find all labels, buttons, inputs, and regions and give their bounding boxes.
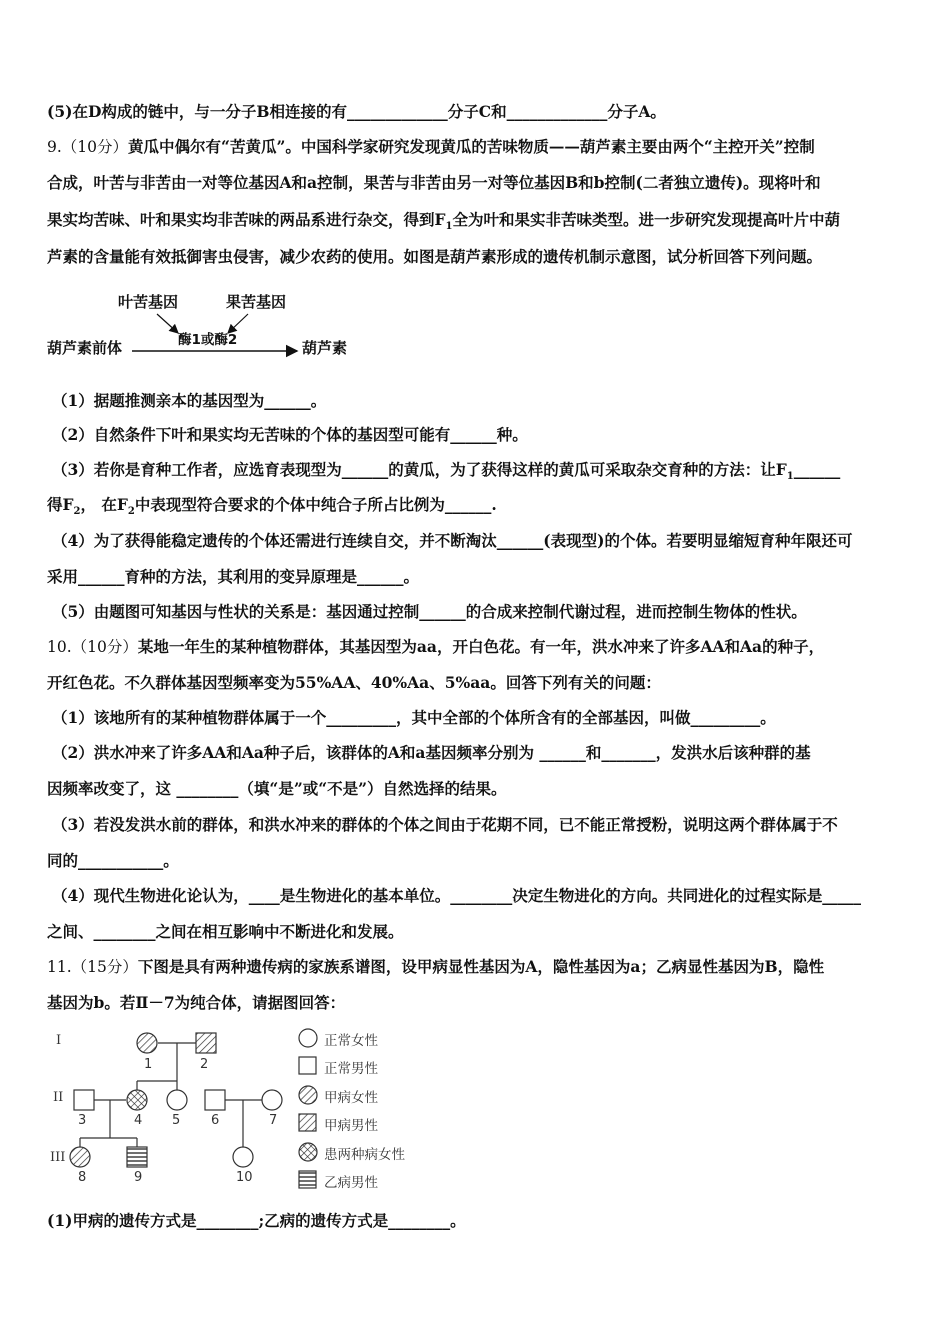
q9-line1: 9.（10分）黄瓜中偶尔有“苦黄瓜”。中国科学家研究发现黄瓜的苦味物质——葫芦素主要由两个“主控开关”控制 — [47, 137, 815, 156]
q10-sub2-line2: 因频率改变了，这 ________（填“是”或“不是”）自然选择的结果。 — [47, 779, 507, 798]
individual-9-label: 9 — [134, 1170, 143, 1185]
individual-3-label: 3 — [78, 1113, 87, 1128]
individual-8-label: 8 — [78, 1170, 87, 1185]
individual-7-label: 7 — [269, 1113, 278, 1128]
product-label: 葫芦素 — [302, 339, 348, 357]
individual-3-normal-male — [74, 1090, 94, 1110]
q9-sub3-line2: 得$F_2$， 在$F_2$中表现型符合要求的个体中纯合子所占比例为______. — [47, 495, 497, 518]
q11-score: （15分） — [71, 958, 138, 976]
legend-normal-female-icon — [299, 1029, 317, 1047]
q10-sub1: （1）该地所有的某种植物群体属于一个_________，其中全部的个体所含有的全部基因，叫做_________。 — [52, 708, 776, 727]
legend-label-disease-a-male: 甲病男性 — [324, 1118, 378, 1134]
individual-6-normal-male — [205, 1090, 225, 1110]
individual-6-label: 6 — [211, 1113, 220, 1128]
legend-label-both-diseases-female: 患两种病女性 — [324, 1147, 405, 1163]
individual-4-label: 4 — [134, 1113, 143, 1128]
q9-score: （10分） — [61, 138, 129, 156]
generation-label-2: II — [53, 1090, 64, 1105]
q11-line1: 11.（15分）下图是具有两种遗传病的家族系谱图，设甲病显性基因为A，隐性基因为a；乙病显性基因为B，隐性 — [47, 957, 825, 976]
q9-line3: 果实均苦味、叶和果实均非苦味的两品系进行杂交，得到$F_1$全为叶和果实非苦味类型。进一步研究发现提高叶片中葫 — [47, 210, 840, 233]
legend-label-normal-female: 正常女性 — [324, 1033, 378, 1049]
legend-label-normal-male: 正常男性 — [324, 1061, 378, 1077]
q9-number: 9. — [47, 138, 62, 156]
q9-line2: 合成，叶苦与非苦由一对等位基因A和a控制，果苦与非苦由另一对等位基因B和b控制(二者独立遗传)。现将叶和 — [47, 173, 821, 192]
q10-sub2-line1: （2）洪水冲来了许多AA和Aa种子后，该群体的A和a基因频率分别为 ______和_______，发洪水后该种群的基 — [52, 743, 811, 762]
leaf-gene-arrow — [157, 314, 178, 333]
legend-both-diseases-female-icon — [299, 1143, 317, 1161]
pedigree-chart — [70, 1029, 317, 1188]
generation-label-3: III — [50, 1150, 66, 1165]
q11-sub1: (1)甲病的遗传方式是________;乙病的遗传方式是________。 — [47, 1211, 466, 1230]
individual-4-both-diseases-female — [127, 1090, 147, 1110]
legend-normal-male-icon — [299, 1057, 316, 1074]
individual-10-normal-female — [233, 1147, 253, 1167]
individual-2-disease-a-male — [196, 1033, 216, 1053]
legend-disease-b-male-icon — [299, 1171, 316, 1188]
q10-sub4-line1: （4）现代生物进化论认为，____是生物进化的基本单位。________决定生物进化的方向。共同进化的过程实际是_____ — [52, 886, 862, 905]
q10-line2: 开红色花。不久群体基因型频率变为55%AA、40%Aa、5%aa。回答下列有关的问题： — [47, 673, 661, 692]
q8-part5: (5)在D构成的链中，与一分子B相连接的有_____________分子C和_____________分子A。 — [47, 102, 666, 121]
q9-sub4-line2: 采用______育种的方法，其利用的变异原理是______。 — [47, 567, 420, 586]
individual-5-normal-female — [167, 1090, 187, 1110]
q11-line2: 基因为b。若Ⅱ－7为纯合体，请据图回答： — [47, 993, 346, 1012]
individual-9-disease-b-male — [127, 1147, 147, 1167]
q9-sub5: （5）由题图可知基因与性状的关系是：基因通过控制______的合成来控制代谢过程，进而控制生物体的性状。 — [52, 602, 807, 621]
precursor-label: 葫芦素前体 — [47, 339, 123, 357]
legend-label-disease-b-male: 乙病男性 — [324, 1175, 378, 1191]
legend-label-disease-a-female: 甲病女性 — [324, 1090, 378, 1106]
q10-number: 10. — [47, 638, 72, 656]
individual-1-disease-a-female — [137, 1033, 157, 1053]
individual-2-label: 2 — [200, 1057, 209, 1072]
q10-line1: 10.（10分）某地一年生的某种植物群体，其基因型为aa，开白色花。有一年，洪水冲来了许多AA和Aa的种子， — [47, 637, 825, 656]
q10-sub3-line1: （3）若没发洪水前的群体，和洪水冲来的群体的个体之间由于花期不同，已不能正常授粉，说明这两个群体属于不 — [52, 815, 838, 834]
q10-score: （10分） — [71, 638, 138, 656]
legend-disease-a-female-icon — [299, 1086, 317, 1104]
leaf-bitter-gene-label: 叶苦基因 — [118, 293, 179, 311]
fruit-gene-arrow — [228, 314, 248, 333]
individual-1-label: 1 — [144, 1057, 153, 1072]
individual-8-disease-a-female — [70, 1147, 90, 1167]
q9-line4: 芦素的含量能有效抵御害虫侵害，减少农药的使用。如图是葫芦素形成的遗传机制示意图，试分析回答下列问题。 — [47, 247, 823, 266]
q9-sub1: （1）据题推测亲本的基因型为______。 — [52, 391, 327, 410]
q9-sub2: （2）自然条件下叶和果实均无苦味的个体的基因型可能有______种。 — [52, 425, 528, 444]
individual-7-normal-female — [262, 1090, 282, 1110]
q11-number: 11. — [47, 958, 72, 976]
fruit-bitter-gene-label: 果苦基因 — [226, 293, 287, 311]
q9-sub4-line1: （4）为了获得能稳定遗传的个体还需进行连续自交，并不断淘汰______(表现型)的个体。若要明显缩短育种年限还可 — [52, 531, 853, 550]
individual-10-label: 10 — [236, 1170, 253, 1185]
q10-sub4-line2: 之间、________之间在相互影响中不断进化和发展。 — [47, 922, 404, 941]
q9-sub3-line1: （3）若你是育种工作者，应选育表现型为______的黄瓜，为了获得这样的黄瓜可采取杂交育种的方法：让$F_1\_\_\_\_\_\_$ — [52, 460, 841, 483]
biosynthesis-diagram — [132, 314, 297, 351]
legend-disease-a-male-icon — [299, 1114, 316, 1131]
generation-label-1: I — [56, 1033, 62, 1048]
q10-sub3-line2: 同的___________。 — [47, 851, 179, 870]
individual-5-label: 5 — [172, 1113, 181, 1128]
enzyme-label: 酶1或酶2 — [178, 332, 238, 348]
